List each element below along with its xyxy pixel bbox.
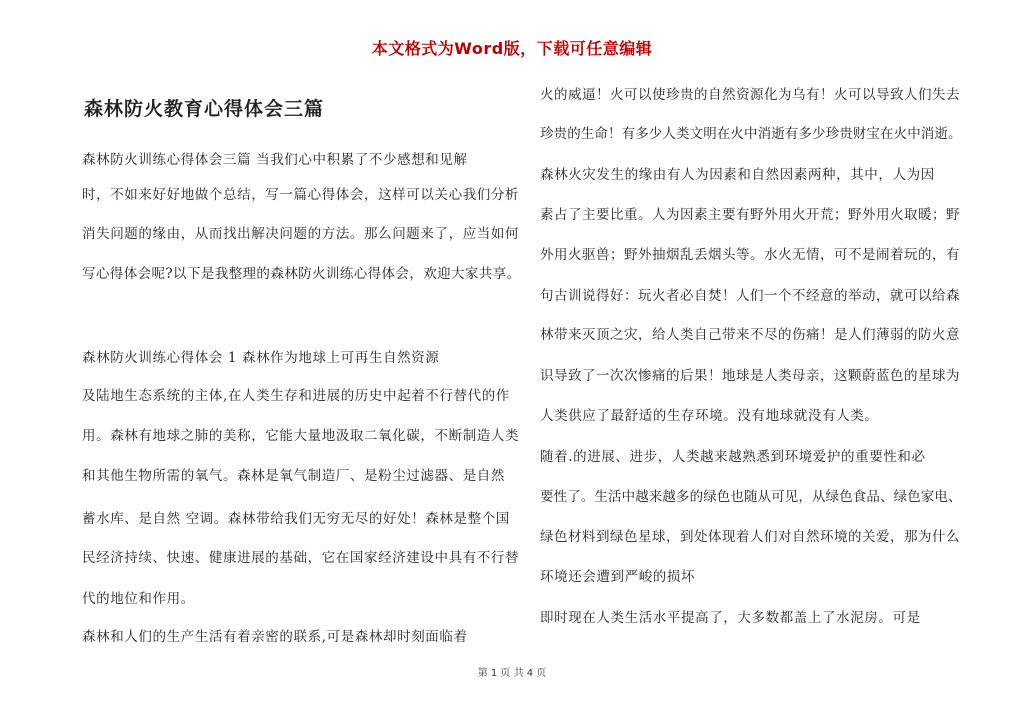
body-line: 森林防火训练心得体会三篇 当我们心中积累了不少感想和见解 [82,152,468,168]
body-line: 代的地位和作用。 [82,591,195,607]
body-line: 林带来灭顶之灾，给人类自己带来不尽的伤痛！是人们薄弱的防火意 [540,327,960,343]
body-line: 珍贵的生命！有多少人类文明在火中消逝有多少珍贵财宝在火中消逝。 [540,126,962,142]
body-line: 时，不如来好好地做个总结，写一篇心得体会，这样可以关心我们分析 [82,187,520,203]
body-line: 森林防火训练心得体会 1 森林作为地球上可再生自然资源 [82,350,440,366]
body-line: 素占了主要比重。人为因素主要有野外用火开荒；野外用火取暖；野 [540,207,960,223]
body-line: 绿色材料到绿色星球，到处体现着人们对自然环境的关爱，那为什么 [540,529,960,545]
body-line: 句古训说得好：玩火者必自焚！人们一个不经意的举动，就可以给森 [540,288,960,304]
body-line: 森林火灾发生的缘由有人为因素和自然因素两种，其中，人为因 [540,167,935,183]
body-line: 用。森林有地球之肺的美称，它能大量地汲取二氧化碳，不断制造人类 [82,428,520,444]
body-line: 消失问题的缘由，从而找出解决问题的方法。那么问题来了，应当如何 [82,226,520,242]
body-line: 民经济持续、快速、健康进展的基础，它在国家经济建设中具有不行替 [82,550,520,566]
body-line: 蓄水库、是自然 空调。森林带给我们无穷无尽的好处！森林是整个国 [82,511,510,527]
document-title: 森林防火教育心得体会三篇 [84,98,325,120]
body-line: 识导致了一次次惨痛的后果！地球是人类母亲，这颗蔚蓝色的星球为 [540,368,960,384]
body-line: 随着.的进展、进步，人类越来越熟悉到环境爱护的重要性和必 [540,449,926,465]
body-line: 和其他生物所需的氧气。森林是氧气制造厂、是粉尘过滤器、是自然 [82,468,505,484]
body-line: 人类供应了最舒适的生存环境。没有地球就没有人类。 [540,408,879,424]
body-line: 即时现在人类生活水平提高了，大多数都盖上了水泥房。可是 [540,610,921,626]
body-line: 及陆地生态系统的主体,在人类生存和进展的历史中起着不行替代的作 [82,388,510,404]
body-line: 写心得体会呢?以下是我整理的森林防火训练心得体会，欢迎大家共享。 [82,266,521,282]
word-version-banner: 本文格式为Word版，下载可任意编辑 [371,39,653,58]
body-line: 火的威逼！火可以使珍贵的自然资源化为乌有！火可以导致人们失去 [540,87,960,103]
body-line: 环境还会遭到严峻的损坏 [540,569,696,585]
body-line: 要性了。生活中越来越多的绿色也随从可见，从绿色食品、绿色家电、 [540,489,962,505]
body-line: 森林和人们的生产生活有着亲密的联系,可是森林却时刻面临着 [82,629,468,645]
page-number: 第 1 页 共 4 页 [477,668,547,679]
body-line: 外用火驱兽；野外抽烟乱丢烟头等。水火无情，可不是闹着玩的，有 [540,247,960,263]
